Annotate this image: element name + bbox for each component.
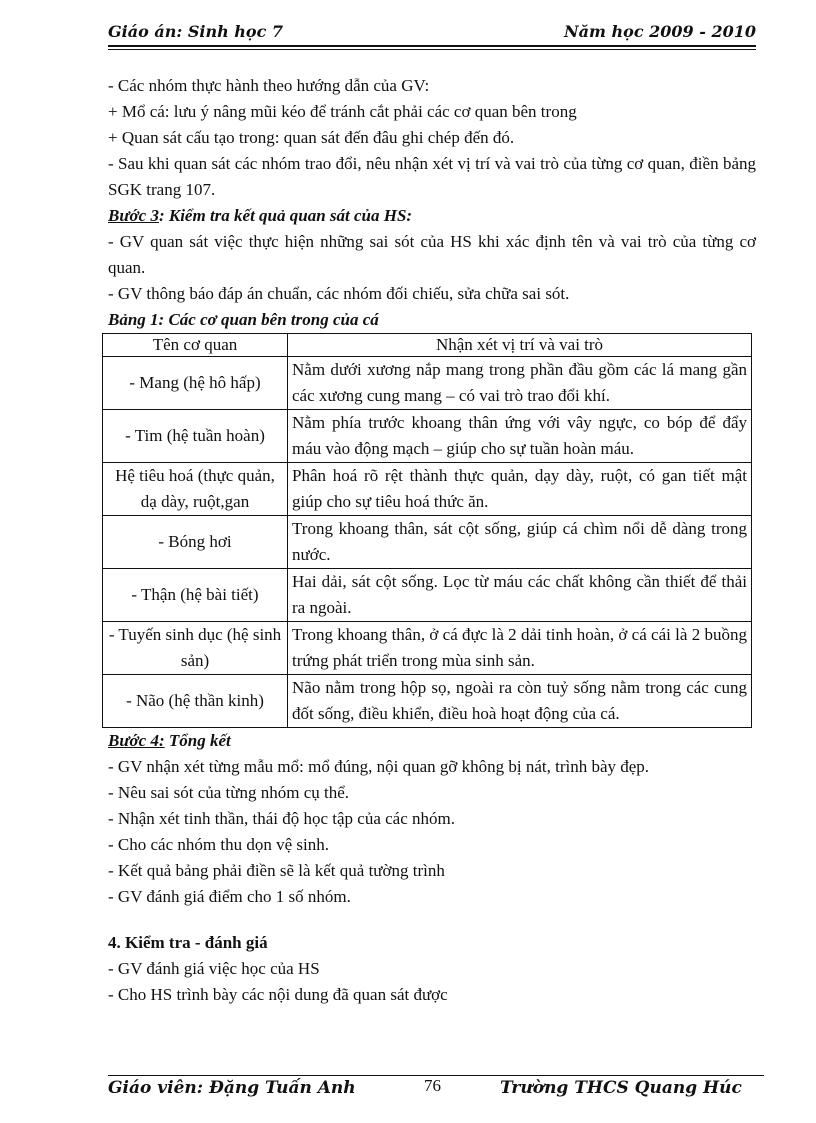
column-header-note: Nhận xét vị trí và vai trò — [288, 334, 752, 357]
intro-line: - Sau khi quan sát các nhóm trao đổi, nêu nhận xét vị trí và vai trò của từng cơ quan, điền bảng SGK trang 107. — [108, 154, 756, 199]
organ-cell: - Não (hệ thần kinh) — [103, 675, 288, 728]
step4-heading — [108, 728, 756, 754]
organ-cell: Hệ tiêu hoá (thực quản, dạ dày, ruột,gan — [103, 463, 288, 516]
note-cell: Trong khoang thân, ở cá đực là 2 dải tinh hoàn, ở cá cái là 2 buồng trứng phát triển trong mùa sinh sản. — [288, 622, 752, 675]
table-row — [103, 622, 752, 675]
note-cell: Hai dải, sát cột sống. Lọc từ máu các chất không cần thiết để thải ra ngoài. — [288, 569, 752, 622]
organ-cell: - Mang (hệ hô hấp) — [103, 357, 288, 410]
organ-cell: - Tim (hệ tuần hoàn) — [103, 410, 288, 463]
step4-label: Bước 4: — [108, 731, 165, 750]
header-subject: Giáo án: Sinh học 7 — [108, 22, 284, 41]
step4-line: - Kết quả bảng phải điền sẽ là kết quả tường trình — [108, 861, 445, 880]
step4-line: - GV nhận xét từng mẫu mổ: mổ đúng, nội quan gỡ không bị nát, trình bày đẹp. — [108, 757, 650, 776]
organ-cell: - Bóng hơi — [103, 516, 288, 569]
step4-title: Tổng kết — [164, 731, 231, 750]
step3-label: Bước 3 — [108, 206, 159, 225]
table-row — [103, 410, 752, 463]
footer-school: Trường THCS Quang Húc — [500, 1078, 742, 1098]
organs-table — [102, 333, 752, 728]
step4-line: - Cho các nhóm thu dọn vệ sinh. — [108, 835, 329, 854]
intro-line: - Các nhóm thực hành theo hướng dẫn của GV: — [108, 76, 430, 95]
intro-line: + Quan sát cấu tạo trong: quan sát đến đâu ghi chép đến đó. — [108, 128, 515, 147]
page-header — [108, 18, 756, 44]
step4-line: - Nêu sai sót của từng nhóm cụ thể. — [108, 783, 350, 802]
section4-title: 4. Kiểm tra - đánh giá — [108, 933, 268, 952]
page-body — [108, 73, 756, 1008]
header-school-year: Năm học 2009 - 2010 — [564, 22, 756, 41]
footer-teacher: Giáo viên: Đặng Tuấn Anh — [108, 1078, 356, 1098]
page-number: 76 — [424, 1076, 441, 1095]
table-row — [103, 516, 752, 569]
note-cell: Phân hoá rõ rệt thành thực quản, dạy dày, ruột, có gan tiết mật giúp cho sự tiêu hoá thức ăn. — [288, 463, 752, 516]
step4-line: - Nhận xét tinh thần, thái độ học tập của các nhóm. — [108, 809, 455, 828]
header-rule — [108, 45, 756, 47]
section4-line: - Cho HS trình bày các nội dung đã quan sát được — [108, 985, 448, 1004]
section4-line: - GV đánh giá việc học của HS — [108, 959, 320, 978]
table-caption: Bảng 1: Các cơ quan bên trong của cá — [108, 310, 379, 329]
note-cell: Trong khoang thân, sát cột sống, giúp cá chìm nổi dễ dàng trong nước. — [288, 516, 752, 569]
header-rule-thin — [108, 49, 756, 50]
step4-line: - GV đánh giá điểm cho 1 số nhóm. — [108, 887, 351, 906]
note-cell: Nằm phía trước khoang thân ứng với vây ngực, co bóp để đẩy máu vào động mạch – giúp cho sự tuần hoàn máu. — [288, 410, 752, 463]
note-cell: Nằm dưới xương nắp mang trong phần đầu gồm các lá mang gần các xương cung mang – có vai trò trao đổi khí. — [288, 357, 752, 410]
table-row — [103, 463, 752, 516]
step3-heading — [108, 203, 756, 229]
table-row — [103, 357, 752, 410]
page-footer — [108, 1078, 764, 1102]
step3-line: - GV thông báo đáp án chuẩn, các nhóm đối chiếu, sửa chữa sai sót. — [108, 284, 570, 303]
table-row — [103, 675, 752, 728]
table-row — [103, 569, 752, 622]
note-cell: Não nằm trong hộp sọ, ngoài ra còn tuỷ sống nằm trong các cung đốt sống, điều khiển, điều hoà hoạt động của cá. — [288, 675, 752, 728]
organ-cell: - Tuyến sinh dục (hệ sinh sản) — [103, 622, 288, 675]
step3-line: - GV quan sát việc thực hiện những sai sót của HS khi xác định tên và vai trò của từng cơ quan. — [108, 232, 756, 277]
organ-cell: - Thận (hệ bài tiết) — [103, 569, 288, 622]
table-header-row — [103, 334, 752, 357]
spacer — [108, 910, 756, 930]
intro-line: + Mổ cá: lưu ý nâng mũi kéo để tránh cắt phải các cơ quan bên trong — [108, 102, 577, 121]
step3-title: : Kiểm tra kết quả quan sát của HS: — [158, 206, 413, 225]
column-header-organ: Tên cơ quan — [103, 334, 288, 357]
